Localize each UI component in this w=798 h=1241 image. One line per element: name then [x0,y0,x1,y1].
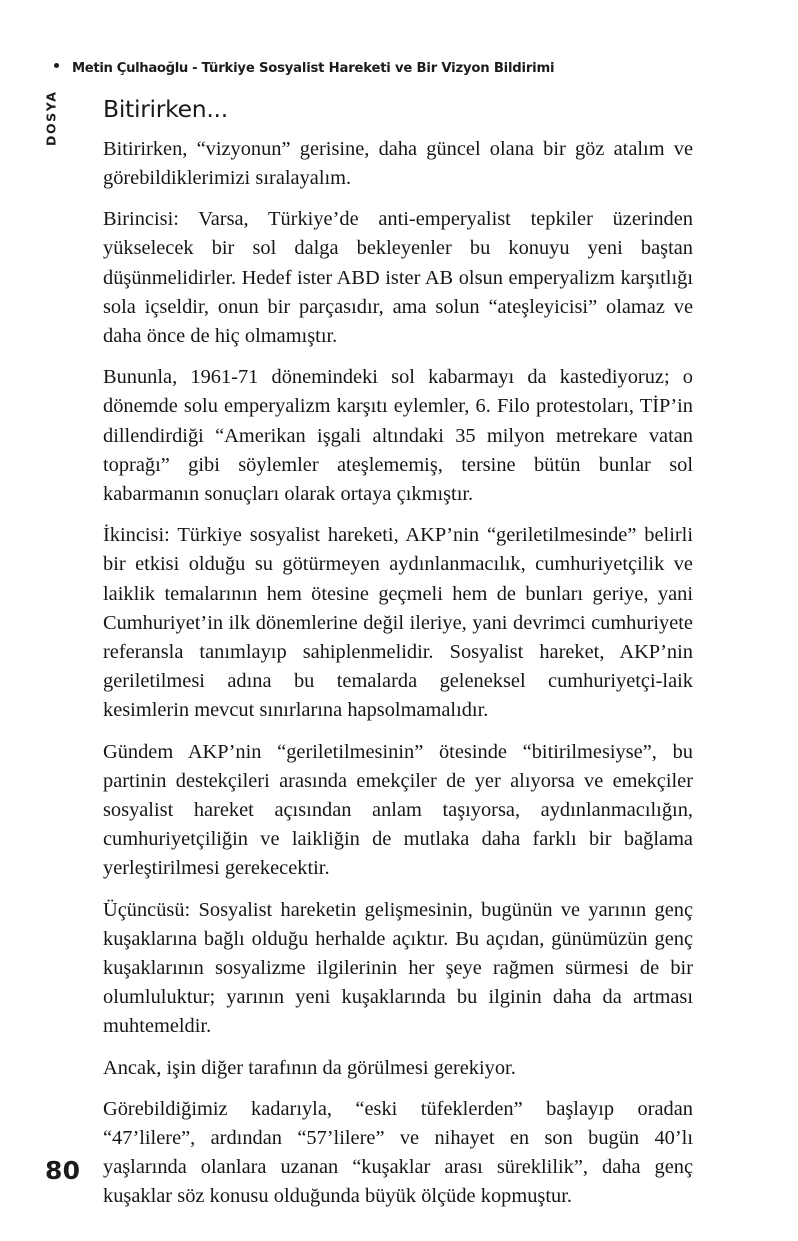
bullet-icon [54,63,59,68]
section-tab [24,86,80,150]
text-column [103,96,693,1212]
body-paragraph: Gündem AKP’nin “geriletilmesinin” ötesinde “bitirilmesiyse”, bu partinin destekçileri arasında emekçiler de yer alıyorsa ve emekçiler sosyalist hareket açısından anlam taşıyorsa, aydınlanmacılığın, cumhuriyetçiliğin ve laikliğin de mutlaka daha farklı bir bağlama yerleştirilmesi gerekecektir. [103,740,693,880]
body-paragraph: Üçüncüsü: Sosyalist hareketin gelişmesinin, bugünün ve yarının genç kuşaklarına bağlı olduğu herhalde açıktır. Bu açıdan, günümüzün genç kuşaklarının sosyalizme ilgilerinin her şeye rağmen sürmesi de bir olumluluktur; yarının yeni kuşaklarında bu ilginin daha da artması muhtemeldir. [103,898,693,1038]
running-head-text [72,62,554,75]
article-body [103,135,693,1212]
running-head-title: Türkiye Sosyalist Hareketi ve Bir Vizyon Bildirimi [201,61,555,76]
running-head-separator: - [187,61,202,76]
body-paragraph: Görebildiğimiz kadarıyla, “eski tüfeklerden” başlayıp oradan “47’lilere”, ardından “57’lilere” ve nihayet en son bugün 40’lı yaşlarında olanlara uzanan “kuşaklar arası süreklilik”, daha genç kuşaklar söz konusu olduğunda büyük ölçüde kopmuştur. [103,1097,693,1208]
body-paragraph: Bununla, 1961-71 dönemindeki sol kabarmayı da kastediyoruz; o dönemde solu emperyalizm karşıtı eylemler, 6. Filo protestoları, TİP’in dillendirdiği “Amerikan işgali altındaki 35 milyon metrekare vatan toprağı” gibi söylemler ateşlememiş, tersine bütün bunlar sol kabarmanın sonuçları olarak ortaya çıkmıştır. [103,366,693,505]
body-paragraph: Ancak, işin diğer tarafının da görülmesi gerekiyor. [103,1056,516,1079]
body-paragraph: İkincisi: Türkiye sosyalist hareketi, AKP’nin “geriletilmesinde” belirli bir etkisi olduğu su götürmeyen aydınlanmacılık, cumhuriyetçilik ve laiklik temalarının hem ötesine geçmeli hem de bunları geriye, yani Cumhuriyet’in ilk dönemlerine değil ileriye, yani devrimci cumhuriyete referansla tanımlayıp sahiplenmelidir. Sosyalist hareket, AKP’nin geriletilmesi adına bu temalarda geleneksel cumhuriyetçi-laik kesimlerin mevcut sınırlarına hapsolmamalıdır. [103,524,693,722]
running-head-author: Metin Çulhaoğlu [72,61,188,76]
page-number: 80 [45,1156,81,1185]
page-title: Bitirirken... [103,95,228,123]
section-tab-label: DOSYA [43,90,59,146]
running-head [54,62,554,75]
body-paragraph: Birincisi: Varsa, Türkiye’de anti-emperyalist tepkiler üzerinden yükselecek bir sol dalga bekleyenler bu konuyu yeni baştan düşünmelidirler. Hedef ister ABD ister AB olsun emperyalizm karşıtlığı sola içseldir, onun bir parçasıdır, ama solun “ateşleyicisi” olamaz ve daha önce de hiç olmamıştır. [103,208,693,347]
body-paragraph: Bitirirken, “vizyonun” gerisine, daha güncel olana bir göz atalım ve görebildiklerimizi sıralayalım. [103,137,693,189]
